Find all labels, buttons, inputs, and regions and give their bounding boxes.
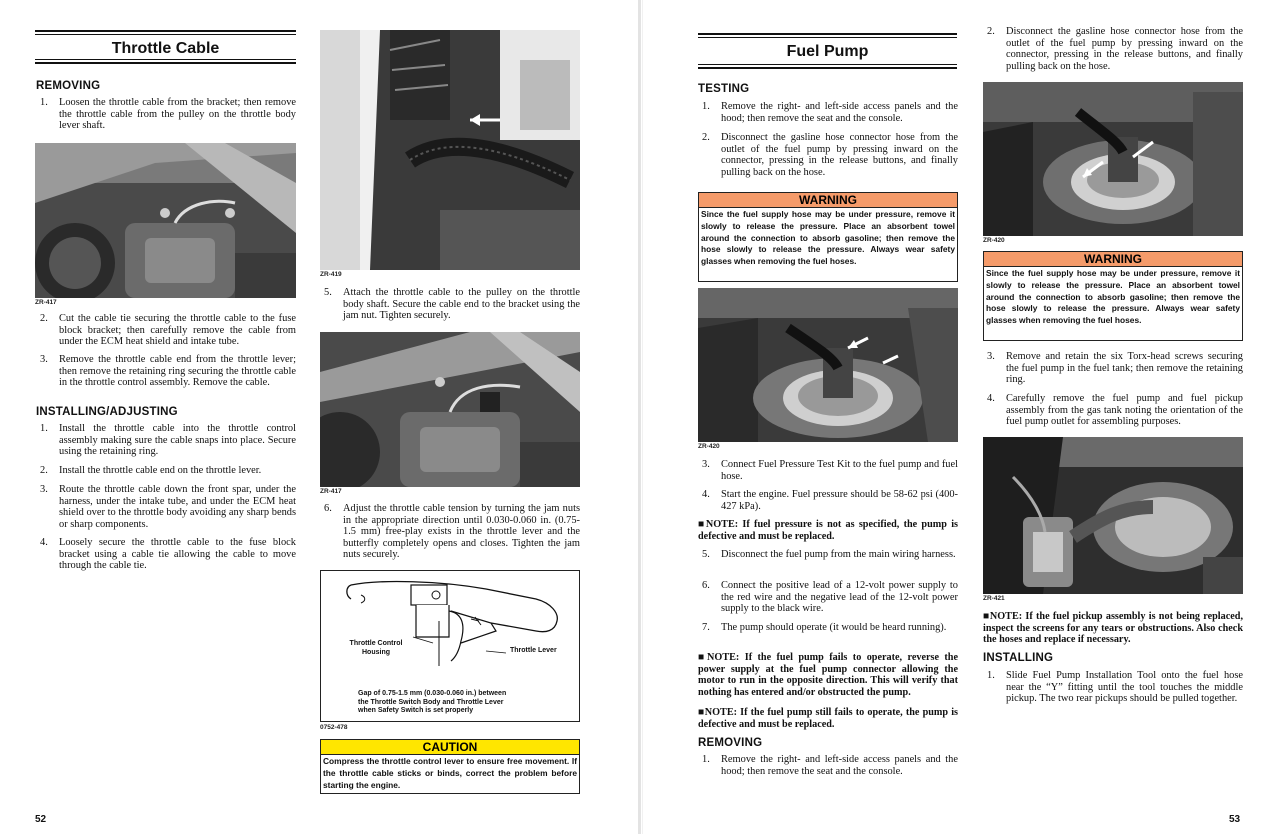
removing-heading-right: REMOVING <box>698 737 763 749</box>
fuel-pickup-photo <box>983 437 1243 594</box>
step-number: 1. <box>702 101 710 112</box>
caution-box <box>320 739 580 794</box>
photo-caption: ZR-417 <box>35 299 57 306</box>
photo-caption: ZR-419 <box>320 271 342 278</box>
testing-step-2 <box>702 132 958 178</box>
step-text: Disconnect the fuel pump from the main wiring harness. <box>721 549 956 560</box>
removing-step-4-right <box>987 393 1243 428</box>
cable-routing-photo <box>320 30 580 270</box>
warning-box-removing <box>983 251 1243 341</box>
step-number: 5. <box>702 549 710 560</box>
step-number: 1. <box>987 670 995 681</box>
right-page-title <box>698 33 957 69</box>
page-number-right: 53 <box>1229 814 1241 825</box>
step-text: Remove the right- and left-side access panels and the hood; then remove the seat and the console. <box>721 101 958 124</box>
step-text: Connect the positive lead of a 12-volt power supply to the red wire and the negative lead of the 12-volt power supply to the black wire. <box>721 580 958 615</box>
step-number: 1. <box>702 754 710 765</box>
installing-adjusting-heading: INSTALLING/ADJUSTING <box>36 406 178 418</box>
warning-text: Since the fuel supply hose may be under pressure, remove it slowly to release the pressure. Place an absorbent towel around the connection to absorb gasoline; then remove the hose slowly to release the pressure. Always wear safety glasses when removing the fuel hoses. <box>986 268 1240 326</box>
testing-step-3 <box>702 459 958 482</box>
step-number: 7. <box>702 622 710 633</box>
step-text: Loosely secure the throttle cable to the fuse block bracket using a cable tie allowing the cable to move through the cable tie. <box>59 537 296 572</box>
fuel-pump-photo <box>698 288 958 442</box>
step-text: Loosen the throttle cable from the bracket; then remove the throttle cable from the pulley on the throttle body lever shaft. <box>59 97 296 132</box>
note-fuel-pickup: ■NOTE: If the fuel pickup assembly is not being replaced, inspect the screens for any tears or obstructions. Also check the hoses and replace if necessary. <box>983 611 1243 646</box>
installing-step-1-right <box>987 670 1243 705</box>
testing-step-4 <box>702 489 958 512</box>
note-reverse-power: ■NOTE: If the fuel pump fails to operate, reverse the power supply at the fuel pump connector allowing the motor to run in the opposite direction. This will verify that nothing has entered and/or obstructed the pump. <box>698 652 958 698</box>
step-number: 4. <box>987 393 995 404</box>
removing-step-3-right <box>987 351 1243 386</box>
photo-caption: ZR-420 <box>698 443 720 450</box>
step-number: 4. <box>40 537 48 548</box>
warning-text: Since the fuel supply hose may be under pressure, remove it slowly to release the pressure. Place an absorbent towel around the connection to absorb gasoline; then remove the hose slowly to release the pressure. Always wear safety glasses when removing the fuel hoses. <box>701 209 955 267</box>
diagram-caption: 0752-478 <box>320 724 348 731</box>
step-number: 3. <box>40 484 48 495</box>
step-text: Disconnect the gasline hose connector hose from the outlet of the fuel pump by pressing inward on the connector, pressing in the release buttons, and finally pulling back on the hose. <box>1006 26 1243 72</box>
note-pump-defective: ■NOTE: If the fuel pump still fails to operate, the pump is defective and must be replaced. <box>698 707 958 730</box>
throttle-body-photo <box>35 143 296 298</box>
step-text: Install the throttle cable into the throttle control assembly making sure the cable snaps into place. Secure using the retaining ring. <box>59 423 296 458</box>
installing-step-3 <box>40 484 296 530</box>
step-number: 3. <box>40 354 48 365</box>
page-gutter-shadow <box>642 0 643 834</box>
testing-step-1 <box>702 101 958 124</box>
warning-title: WARNING <box>984 252 1242 267</box>
throttle-lever-label: Throttle Lever <box>510 647 557 654</box>
note-pressure-spec: ■NOTE: If fuel pressure is not as specified, the pump is defective and must be replaced. <box>698 519 958 542</box>
removing-step-3 <box>40 354 296 389</box>
step-text: Remove the throttle cable end from the throttle lever; then remove the retaining ring securing the throttle cable in the throttle control assembly. Remove the cable. <box>59 354 296 389</box>
gap-specification-label: Gap of 0.75-1.5 mm (0.030-0.060 in.) between the Throttle Switch Body and Throttle Lever when Safety Switch is set properly <box>358 690 507 714</box>
step-text: Carefully remove the fuel pump and fuel pickup assembly from the gas tank noting the orientation of the fuel pump outlet for assembling purposes. <box>1006 393 1243 428</box>
step-text: Slide Fuel Pump Installation Tool onto the fuel hose near the “Y” fitting until the tool touches the middle pickup. The two rear pickups should be pulled together. <box>1006 670 1243 705</box>
testing-heading: TESTING <box>698 83 750 95</box>
photo-caption: ZR-417 <box>320 488 342 495</box>
step-number: 3. <box>702 459 710 470</box>
step-number: 3. <box>987 351 995 362</box>
step-number: 1. <box>40 97 48 108</box>
testing-step-6 <box>702 580 958 615</box>
step-number: 6. <box>702 580 710 591</box>
step-text: Remove and retain the six Torx-head screws securing the fuel pump in the fuel tank; then remove the retaining ring. <box>1006 351 1243 386</box>
removing-step-1-right <box>702 754 958 777</box>
step-text: Cut the cable tie securing the throttle cable to the fuse block bracket; then carefully remove the cable from under the ECM heat shield and intake tube. <box>59 313 296 348</box>
removing-step-2 <box>40 313 296 348</box>
installing-step-5 <box>324 287 580 322</box>
throttle-body-photo-2 <box>320 332 580 487</box>
warning-title: WARNING <box>699 193 957 208</box>
step-number: 6. <box>324 503 332 514</box>
installing-step-6 <box>324 503 580 561</box>
testing-step-5 <box>702 549 958 561</box>
removing-heading: REMOVING <box>36 80 101 92</box>
step-text: Connect Fuel Pressure Test Kit to the fuel pump and fuel hose. <box>721 459 958 482</box>
step-text: Disconnect the gasline hose connector hose from the outlet of the fuel pump by pressing inward on the connector, pressing in the release buttons, and finally pulling back on the hose. <box>721 132 958 178</box>
testing-step-7 <box>702 622 958 634</box>
step-number: 2. <box>40 465 48 476</box>
caution-title: CAUTION <box>321 740 579 755</box>
removing-step-1 <box>40 97 296 132</box>
installing-step-4 <box>40 537 296 572</box>
step-number: 2. <box>702 132 710 143</box>
step-text: The pump should operate (it would be heard running). <box>721 622 947 633</box>
installing-step-1 <box>40 423 296 458</box>
step-text: Adjust the throttle cable tension by turning the jam nuts in the appropriate direction until 0.030-0.060 in. (0.75-1.5 mm) free-play exists in the throttle lever and the butterfly completely opens and closes. Tighten the jam nuts securely. <box>343 503 580 561</box>
step-number: 5. <box>324 287 332 298</box>
step-number: 2. <box>987 26 995 37</box>
step-number: 4. <box>702 489 710 500</box>
installing-step-2 <box>40 465 296 477</box>
step-text: Attach the throttle cable to the pulley on the throttle body shaft. Secure the cable end to the bracket using the jam nut. Tighten securely. <box>343 287 580 322</box>
step-text: Start the engine. Fuel pressure should be 58-62 psi (400-427 kPa). <box>721 489 958 512</box>
warning-box-testing <box>698 192 958 282</box>
step-number: 2. <box>40 313 48 324</box>
fuel-pump-connector-photo <box>983 82 1243 236</box>
page-gutter <box>638 0 641 834</box>
step-text: Install the throttle cable end on the throttle lever. <box>59 465 262 476</box>
photo-caption: ZR-420 <box>983 237 1005 244</box>
right-page-title-text: Fuel Pump <box>786 43 869 60</box>
page-number-left: 52 <box>35 814 47 825</box>
installing-heading-right: INSTALLING <box>983 652 1054 664</box>
throttle-control-housing-label: Throttle Control Housing <box>349 640 403 656</box>
caution-text: Compress the throttle control lever to ensure free movement. If the throttle cable sticks or binds, correct the problem before starting the engine. <box>323 756 577 790</box>
left-page-title <box>35 30 296 64</box>
photo-caption: ZR-421 <box>983 595 1005 602</box>
step-text: Remove the right- and left-side access panels and the hood; then remove the seat and the console. <box>721 754 958 777</box>
left-page-title-text: Throttle Cable <box>111 40 220 57</box>
step-text: Route the throttle cable down the front spar, under the harness, under the intake tube, and under the ECM heat shield over to the throttle body avoiding any sharp bends or sharp components. <box>59 484 296 530</box>
removing-step-2-right <box>987 26 1243 72</box>
step-number: 1. <box>40 423 48 434</box>
